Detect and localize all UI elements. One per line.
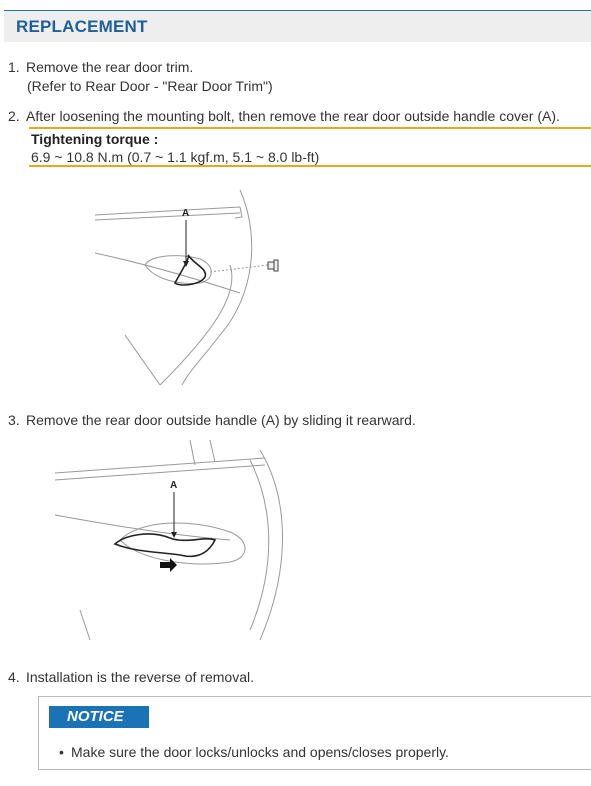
handle-cover-figure bbox=[90, 185, 290, 390]
step-number: 1. bbox=[8, 59, 20, 75]
section-title: REPLACEMENT bbox=[16, 17, 148, 36]
step-number: 2. bbox=[8, 108, 20, 124]
tightening-torque-box bbox=[29, 127, 591, 167]
step-number: 4. bbox=[8, 669, 20, 685]
step-number: 3. bbox=[8, 412, 20, 428]
step-1-reference: (Refer to Rear Door - "Rear Door Trim") bbox=[27, 78, 273, 94]
section-header bbox=[4, 10, 591, 42]
notice-item bbox=[59, 744, 449, 760]
figure-callout-a: A bbox=[170, 480, 178, 491]
figure-callout-a: A bbox=[182, 208, 190, 219]
notice-box bbox=[38, 696, 591, 770]
step-text: Remove the rear door trim. bbox=[26, 59, 194, 75]
torque-label: Tightening torque : bbox=[31, 131, 159, 147]
outside-handle-figure bbox=[50, 440, 300, 645]
step-4 bbox=[8, 669, 254, 685]
step-3 bbox=[8, 412, 416, 428]
notice-text: Make sure the door locks/unlocks and opens/closes properly. bbox=[71, 744, 449, 760]
bullet-icon: • bbox=[59, 744, 64, 760]
step-text: Remove the rear door outside handle (A) by sliding it rearward. bbox=[26, 412, 416, 428]
step-2 bbox=[8, 108, 560, 124]
step-1 bbox=[8, 59, 193, 75]
step-text: After loosening the mounting bolt, then remove the rear door outside handle cover (A). bbox=[26, 108, 560, 124]
notice-tag: NOTICE bbox=[49, 706, 149, 728]
step-text: Installation is the reverse of removal. bbox=[26, 669, 254, 685]
torque-value: 6.9 ~ 10.8 N.m (0.7 ~ 1.1 kgf.m, 5.1 ~ 8.0 lb-ft) bbox=[31, 149, 320, 165]
